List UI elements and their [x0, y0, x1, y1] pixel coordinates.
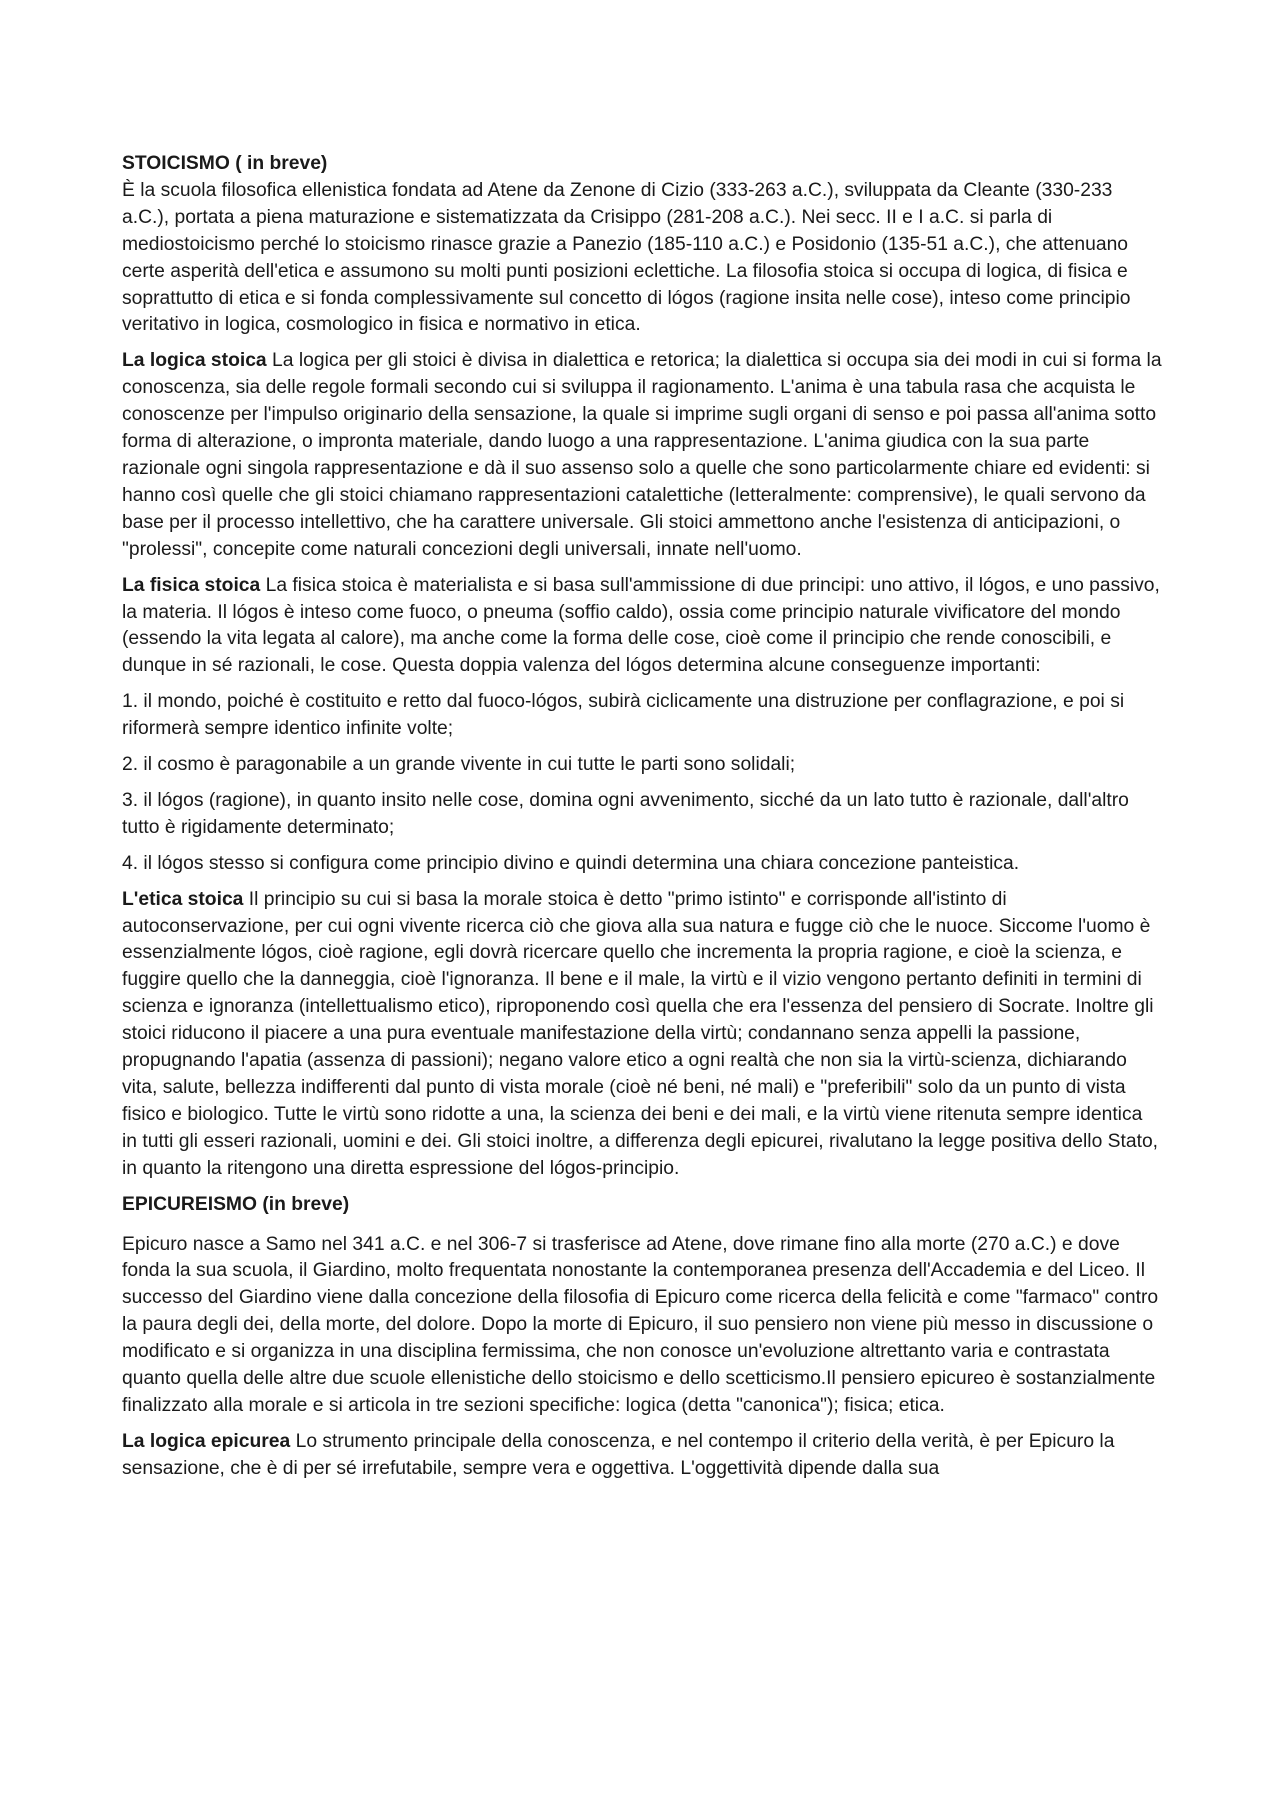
logica-stoica-paragraph [122, 348, 1162, 563]
fisica-stoica-text: La fisica stoica è materialista e si basa sull'ammissione di due principi: uno attivo, il lógos, e uno passivo, la materia. Il lógos è inteso come fuoco, o pneuma (soffio caldo), ossia come principio naturale vivificatore del mondo (essendo la vita legata al calore), ma anche come la forma delle cose, cioè come il principio che rende conoscibili, e dunque in sé razionali, le cose. Questa doppia valenza del lógos determina alcune conseguenze importanti: [122, 574, 1160, 677]
list-item: 4. il lógos stesso si configura come principio divino e quindi determina una chiara concezione panteistica. [122, 852, 1020, 874]
logica-stoica-text: La logica per gli stoici è divisa in dialettica e retorica; la dialettica si occupa sia dei modi in cui si forma la conoscenza, sia delle regole formali secondo cui si sviluppa il ragionamento. L'anima è una tabula rasa che acquista le conoscenze per l'impulso originario della sensazione, la quale si imprime sugli organi di senso e poi passa all'anima sotto forma di alterazione, o impronta materiale, dando luogo a una rappresentazione. L'anima giudica con la sua parte razionale ogni singola rappresentazione e dà il suo assenso solo a quelle che sono particolarmente chiare ed evidenti: si hanno così quelle che gli stoici chiamano rappresentazioni catalettiche (letteralmente: comprensive), le quali servono da base per il processo intellettivo, che ha carattere universale. Gli stoici ammettono anche l'esistenza di anticipazioni, o "prolessi", concepite come naturali concezioni degli universali, innate nell'uomo. [122, 350, 1162, 560]
etica-stoica-paragraph [122, 887, 1162, 1183]
fisica-stoica-paragraph [122, 573, 1162, 681]
logica-epicurea-text: Lo strumento principale della conoscenza, e nel contempo il criterio della verità, è per Epicuro la sensazione, che è di per sé irrefutabile, sempre vera e oggettiva. L'oggettività dipende dalla sua [122, 1430, 1115, 1479]
list-item: 3. il lógos (ragione), in quanto insito nelle cose, domina ogni avvenimento, sicché da un lato tutto è razionale, dall'altro tutto è rigidamente determinato; [122, 789, 1129, 838]
document-page [122, 151, 1162, 1492]
etica-stoica-text: Il principio su cui si basa la morale stoica è detto "primo istinto" e corrisponde all'istinto di autoconservazione, per cui ogni vivente ricerca ciò che giova alla sua natura e fugge ciò che le nuoce. Siccome l'uomo è essenzialmente lógos, cioè ragione, egli dovrà ricercare quello che incrementa la propria ragione, e cioè la scienza, e fuggire quello che la danneggia, cioè l'ignoranza. Il bene e il male, la virtù e il vizio vengono pertanto definiti in termini di scienza e ignoranza (intellettualismo etico), riproponendo così quella che era l'essenza del pensiero di Socrate. Inoltre gli stoici riducono il piacere a una pura eventuale manifestazione della virtù; condannano senza appelli la passione, propugnando l'apatia (assenza di passioni); negano valore etico a ogni realtà che non sia la virtù-scienza, dichiarando vita, salute, bellezza indifferenti dal punto di vista morale (cioè né beni, né mali) e "preferibili" solo da un punto di vista fisico e biologico. Tutte le virtù sono ridotte a una, la scienza dei beni e dei mali, e la virtù viene ritenuta sempre identica in tutti gli esseri razionali, uomini e dei. Gli stoici inoltre, a differenza degli epicurei, rivalutano la legge positiva dello Stato, in quanto la ritengono una diretta espressione del lógos-principio. [122, 888, 1159, 1179]
logica-epicurea-paragraph [122, 1429, 1162, 1483]
logica-stoica-lead: La logica stoica [122, 350, 267, 372]
etica-stoica-lead: L'etica stoica [122, 888, 244, 910]
epicureismo-intro-paragraph: Epicuro nasce a Samo nel 341 a.C. e nel 306-7 si trasferisce ad Atene, dove rimane fino alla morte (270 a.C.) e dove fonda la sua scuola, il Giardino, molto frequentata nonostante la contemporanea presenza dell'Accademia e del Liceo. Il successo del Giardino viene dalla concezione della filosofia di Epicuro come ricerca della felicità e come "farmaco" contro la paura degli dei, della morte, del dolore. Dopo la morte di Epicuro, il suo pensiero non viene più messo in discussione o modificato e si organizza in una disciplina fermissima, che non conosce un'evoluzione altrettanto varia e contrastata quanto quella delle altre due scuole ellenistiche dello stoicismo e dello scetticismo.Il pensiero epicureo è sostanzialmente finalizzato alla morale e si articola in tre sezioni specifiche: logica (detta "canonica"); fisica; etica. [122, 1233, 1159, 1416]
fisica-stoica-lead: La fisica stoica [122, 574, 261, 596]
section-title-epicureismo: EPICUREISMO (in breve) [122, 1193, 350, 1215]
section-title-stoicismo: STOICISMO ( in breve) [122, 153, 328, 174]
logica-epicurea-lead: La logica epicurea [122, 1430, 291, 1452]
stoicismo-intro-paragraph: È la scuola filosofica ellenistica fondata ad Atene da Zenone di Cizio (333-263 a.C.), sviluppata da Cleante (330-233 a.C.), portata a piena maturazione e sistematizzata da Crisippo (281-208 a.C.). Nei secc. II e I a.C. si parla di mediostoicismo perché lo stoicismo rinasce grazie a Panezio (185-110 a.C.) e Posidonio (135-51 a.C.), che attenuano certe asperità dell'etica e assumono su molti punti posizioni eclettiche. La filosofia stoica si occupa di logica, di fisica e soprattutto di etica e si fonda complessivamente sul concetto di lógos (ragione insita nelle cose), inteso come principio veritativo in logica, cosmologico in fisica e normativo in etica. [122, 179, 1131, 336]
list-item: 2. il cosmo è paragonabile a un grande vivente in cui tutte le parti sono solidali; [122, 754, 796, 776]
list-item: 1. il mondo, poiché è costituito e retto dal fuoco-lógos, subirà ciclicamente una distruzione per conflagrazione, e poi si riformerà sempre identico infinite volte; [122, 691, 1125, 740]
